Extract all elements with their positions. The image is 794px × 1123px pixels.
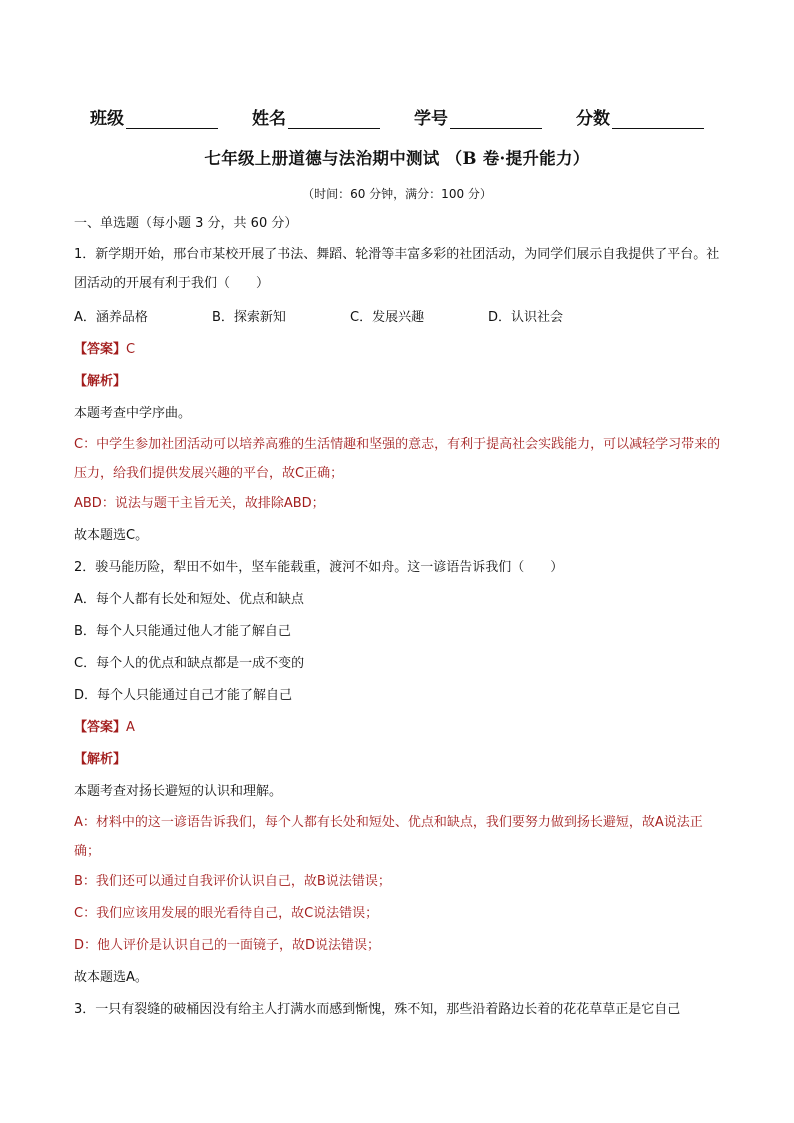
q2-analysis-line-1: 本题考查对扬长避短的认识和理解。 — [74, 784, 283, 799]
section-heading: 一、单选题（每小题 3 分，共 60 分） — [74, 216, 298, 231]
q2-option-c: C．每个人的优点和缺点都是一成不变的 — [74, 656, 305, 671]
q1-answer — [74, 334, 724, 366]
q1-analysis-line-1: 本题考查中学序曲。 — [74, 406, 192, 421]
q1-option-c: C．发展兴趣 — [350, 310, 425, 325]
student-id-label: 学号 — [414, 109, 448, 129]
q2-option-d: D．每个人只能通过自己才能了解自己 — [74, 688, 293, 703]
score-blank — [612, 111, 704, 129]
name-field — [252, 104, 380, 129]
student-id-blank — [450, 111, 542, 129]
q2-analysis-line-3: B：我们还可以通过自我评价认识自己，故B说法错误； — [74, 874, 391, 889]
question-3-stem: 3．一只有裂缝的破桶因没有给主人打满水而感到惭愧，殊不知，那些沿着路边长着的花花草草正是它自己 — [74, 1002, 681, 1017]
q2-analysis-line-5: D：他人评价是认识自己的一面镜子，故D说法错误； — [74, 938, 381, 953]
question-2-stem: 2．骏马能历险，犁田不如牛，坚车能载重，渡河不如舟。这一谚语告诉我们（ ） — [74, 560, 564, 575]
exam-subtitle: （时间：60 分钟，满分：100 分） — [302, 187, 492, 201]
question-1-options — [74, 302, 724, 334]
q2-option-b: B．每个人只能通过他人才能了解自己 — [74, 624, 291, 639]
q2-answer-value: A — [126, 720, 135, 735]
q1-option-a: A．涵养品格 — [74, 310, 148, 325]
q2-analysis-line-6: 故本题选A。 — [74, 970, 148, 985]
q1-analysis-line-3: ABD：说法与题干主旨无关，故排除ABD； — [74, 496, 325, 511]
student-info-line — [0, 104, 794, 129]
class-blank — [126, 111, 218, 129]
name-blank — [288, 111, 380, 129]
q1-analysis-label: 【解析】 — [74, 374, 127, 389]
score-field — [576, 104, 704, 129]
student-id-field — [414, 104, 542, 129]
q1-answer-value: C — [126, 342, 136, 357]
q1-answer-label: 【答案】 — [74, 342, 127, 357]
q1-analysis-line-4: 故本题选C。 — [74, 528, 149, 543]
q2-option-a: A．每个人都有长处和短处、优点和缺点 — [74, 592, 304, 607]
class-label: 班级 — [90, 109, 124, 129]
q1-analysis-line-2: C：中学生参加社团活动可以培养高雅的生活情趣和坚强的意志，有利于提高社会实践能力，可以减轻学习带来的压力，给我们提供发展兴趣的平台，故C正确； — [74, 437, 721, 481]
q1-option-d: D．认识社会 — [488, 310, 564, 325]
exam-content — [74, 210, 724, 1026]
q2-analysis-line-4: C：我们应该用发展的眼光看待自己，故C说法错误； — [74, 906, 379, 921]
q2-answer — [74, 712, 724, 744]
q2-answer-label: 【答案】 — [74, 720, 127, 735]
class-field — [90, 104, 218, 129]
q1-option-b: B．探索新知 — [212, 310, 286, 325]
exam-title: 七年级上册道德与法治期中测试 （B 卷·提升能力） — [204, 149, 590, 168]
q2-analysis-label: 【解析】 — [74, 752, 127, 767]
q2-analysis-line-2: A：材料中的这一谚语告诉我们，每个人都有长处和短处、优点和缺点，我们要努力做到扬长避短，故A说法正确； — [74, 815, 703, 859]
name-label: 姓名 — [252, 109, 286, 129]
question-1-stem: 1．新学期开始，邢台市某校开展了书法、舞蹈、轮滑等丰富多彩的社团活动，为同学们展示自我提供了平台。社团活动的开展有利于我们（ ） — [74, 247, 720, 291]
score-label: 分数 — [576, 109, 610, 129]
